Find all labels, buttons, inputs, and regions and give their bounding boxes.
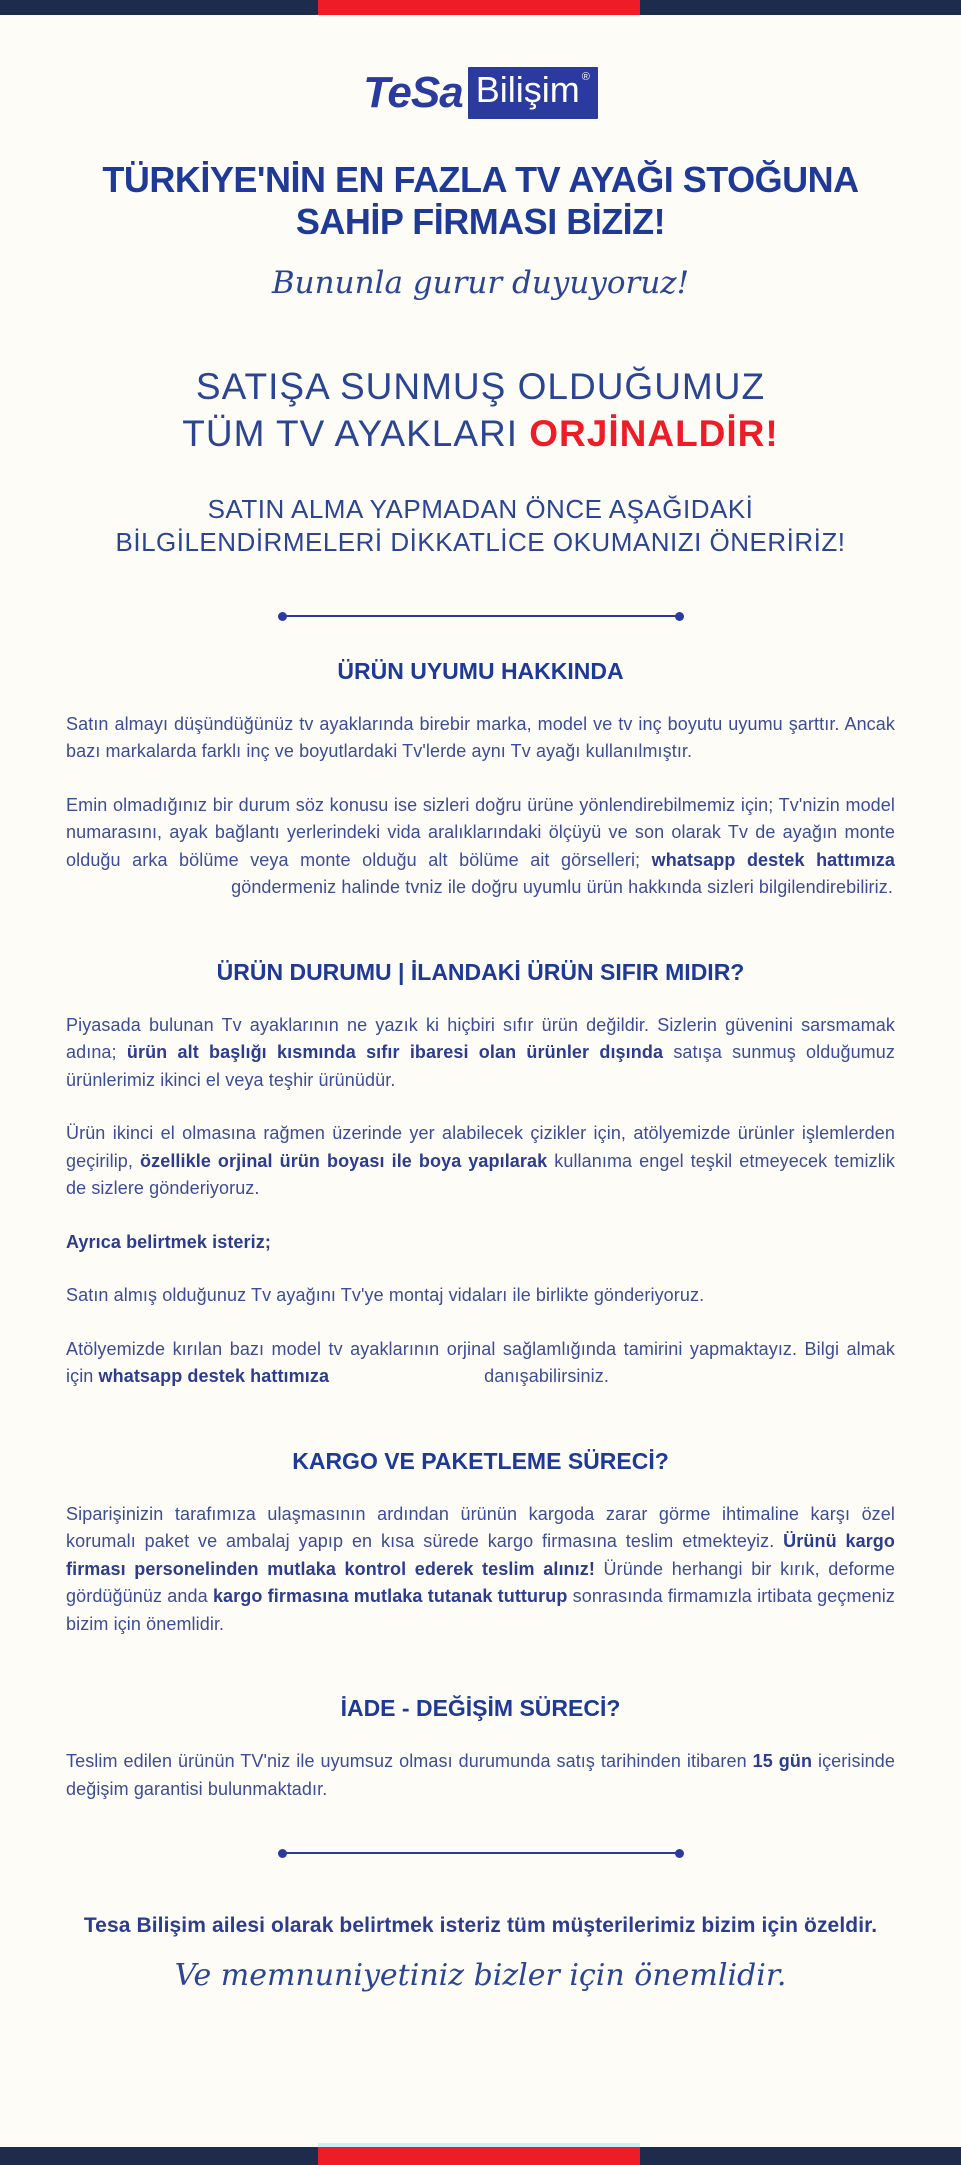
- subtitle-line1: SATIŞA SUNMUŞ OLDUĞUMUZ: [195, 365, 766, 407]
- orjinaldir-highlight: ORJİNALDİR!: [529, 412, 779, 454]
- paragraph: [66, 1229, 895, 1257]
- pre-purchase-note-line2: BİLGİLENDİRMELERİ DİKKATLİCE OKUMANIZI ÖNERİRİZ!: [115, 526, 846, 557]
- content-section: [66, 1447, 895, 1639]
- bottom-bar-red-segment: [318, 2147, 640, 2165]
- divider-dot: [675, 612, 684, 621]
- paragraph: [66, 1012, 895, 1095]
- body-text: sonrasında firmamızla irtibata geçmeniz bizim için önemlidir.: [66, 1586, 895, 1634]
- body-text: içerisinde değişim garantisi bulunmaktadır.: [66, 1751, 896, 1799]
- paragraph: [66, 711, 895, 766]
- section-divider: [278, 612, 684, 621]
- body-text: Emin olmadığınız bir durum söz konusu ise sizleri doğru ürüne yönlendirebilmemiz için; Tv'nizin model numarasını, ayak bağlantı yerlerindeki vida aralıklarındaki ölçüyü ve son olarak Tv de ayağın monte olduğu arka bölüme veya monte olduğu alt bölüme ait görselleri;: [66, 794, 895, 870]
- section-divider: [278, 1849, 684, 1858]
- divider-dot: [278, 612, 287, 621]
- closing-statement: Tesa Bilişim ailesi olarak belirtmek isteriz tüm müşterilerimiz bizim için özeldir.: [83, 1914, 878, 1938]
- body-text: Piyasada bulunan Tv ayaklarının ne yazık ki hiçbiri sıfır ürün değildir. Sizlerin güvenini sarsmamak adına;: [66, 1014, 895, 1063]
- registered-trademark-icon: ®: [581, 71, 590, 83]
- bold-text: Ürünü kargo firması personelinden mutlaka kontrol ederek teslim alınız!: [66, 1531, 896, 1579]
- subtitle-line2-prefix: TÜM TV AYAKLARI: [182, 412, 530, 454]
- body-text: Satın almayı düşündüğünüz tv ayaklarında birebir marka, model ve tv inç boyutu uyumu şarttır. Ancak bazı markalarda farklı inç ve boyutlardaki Tv'lerde aynı Tv ayağı kullanılmıştır.: [66, 713, 895, 762]
- bold-text: özellikle orjinal ürün boyası ile boya yapılarak: [140, 1150, 548, 1171]
- paragraph: [66, 1282, 895, 1310]
- body-text: Satın almış olduğunuz Tv ayağını Tv'ye montaj vidaları ile birlikte gönderiyoruz.: [66, 1285, 705, 1306]
- section-heading: İADE - DEĞİŞİM SÜRECİ?: [340, 1695, 621, 1722]
- section-heading: KARGO VE PAKETLEME SÜRECİ?: [292, 1447, 669, 1474]
- section-heading: ÜRÜN DURUMU | İLANDAKİ ÜRÜN SIFIR MIDIR?: [216, 958, 745, 985]
- redacted-gap: [66, 892, 226, 893]
- bold-text: whatsapp destek hattımıza: [98, 1366, 330, 1387]
- redacted-gap: [329, 1381, 479, 1382]
- subtitle: [182, 363, 778, 457]
- body-text: Atölyemizde kırılan bazı model tv ayaklarının orjinal sağlamlığında tamirini yapmaktayız. Bilgi almak için: [66, 1338, 895, 1387]
- body-text: danışabilirsiniz.: [479, 1366, 609, 1387]
- top-bar-navy-right: [640, 0, 961, 15]
- content-section: [66, 958, 895, 1391]
- top-bar: [0, 0, 961, 15]
- pre-purchase-note: [116, 493, 846, 559]
- bottom-bar-navy-left: [0, 2147, 318, 2165]
- paragraph: [66, 1748, 895, 1803]
- bottom-bar: [0, 2147, 961, 2165]
- paragraph: [66, 1120, 895, 1203]
- body-text: Siparişinizin tarafımıza ulaşmasının ardından ürünün kargoda zarar görme ihtimaline karşı özel korumalı paket ve ambalaj yapıp en kısa sürede kargo firmasına teslim etmekteyiz.: [66, 1503, 895, 1552]
- paragraph: [66, 1336, 895, 1391]
- body-text: Ürün ikinci el olmasına rağmen üzerinde yer alabilecek çizikler için, atölyemizde ürünler işlemlerden geçirilip,: [66, 1123, 895, 1171]
- main-title-line2: SAHİP FİRMASI BİZİZ!: [295, 200, 666, 242]
- bold-text: whatsapp destek hattımıza: [651, 849, 896, 870]
- body-text: kullanıma engel teşkil etmeyecek temizlik de sizlere gönderiyoruz.: [66, 1150, 895, 1199]
- brand-logo: [363, 67, 598, 119]
- section-heading: ÜRÜN UYUMU HAKKINDA: [337, 657, 624, 684]
- logo-bilisim-text: Bilişim: [475, 69, 580, 110]
- bold-text: kargo firmasına mutlaka tutanak tutturup: [212, 1586, 568, 1607]
- paragraph: [66, 1501, 895, 1639]
- sections: [66, 621, 895, 1804]
- logo-tesa-text: TeSa: [363, 67, 463, 117]
- content-section: [66, 1694, 895, 1803]
- main-title: [102, 159, 858, 243]
- divider-dot: [675, 1849, 684, 1858]
- top-bar-navy-left: [0, 0, 318, 15]
- script-tagline: Bununla gurur duyuyoruz!: [271, 264, 690, 301]
- bold-text: Ayrıca belirtmek isteriz;: [66, 1231, 271, 1252]
- main-title-line1: TÜRKİYE'NİN EN FAZLA TV AYAĞI STOĞUNA: [102, 158, 859, 200]
- divider-dot: [278, 1849, 287, 1858]
- pre-purchase-note-line1: SATIN ALMA YAPMADAN ÖNCE AŞAĞIDAKİ: [207, 493, 754, 524]
- subtitle-line2: [182, 410, 778, 457]
- body-text: satışa sunmuş olduğumuz ürünlerimiz ikinci el veya teşhir ürünüdür.: [66, 1042, 895, 1090]
- bottom-bar-navy-right: [640, 2147, 961, 2165]
- bold-text: 15 gün: [752, 1751, 813, 1772]
- bottom-bar-cyan-sliver: [318, 2143, 640, 2147]
- body-text: göndermeniz halinde tvniz ile doğru uyumlu ürün hakkında sizleri bilgilendirebiliriz.: [226, 877, 893, 898]
- closing-script: Ve memnuniyetiniz bizler için önemlidir.: [174, 1958, 787, 1994]
- body-text: Teslim edilen ürünün TV'niz ile uyumsuz olması durumunda satış tarihinden itibaren: [66, 1751, 753, 1772]
- body-text: Üründe herhangi bir kırık, deforme gördüğünüz anda: [66, 1558, 895, 1607]
- content-section: [66, 657, 895, 902]
- bold-text: ürün alt başlığı kısmında sıfır ibaresi olan ürünler dışında: [126, 1042, 664, 1063]
- logo-bilisim-box: [468, 67, 598, 119]
- top-bar-red-segment: [318, 0, 640, 15]
- paragraph: [66, 792, 895, 902]
